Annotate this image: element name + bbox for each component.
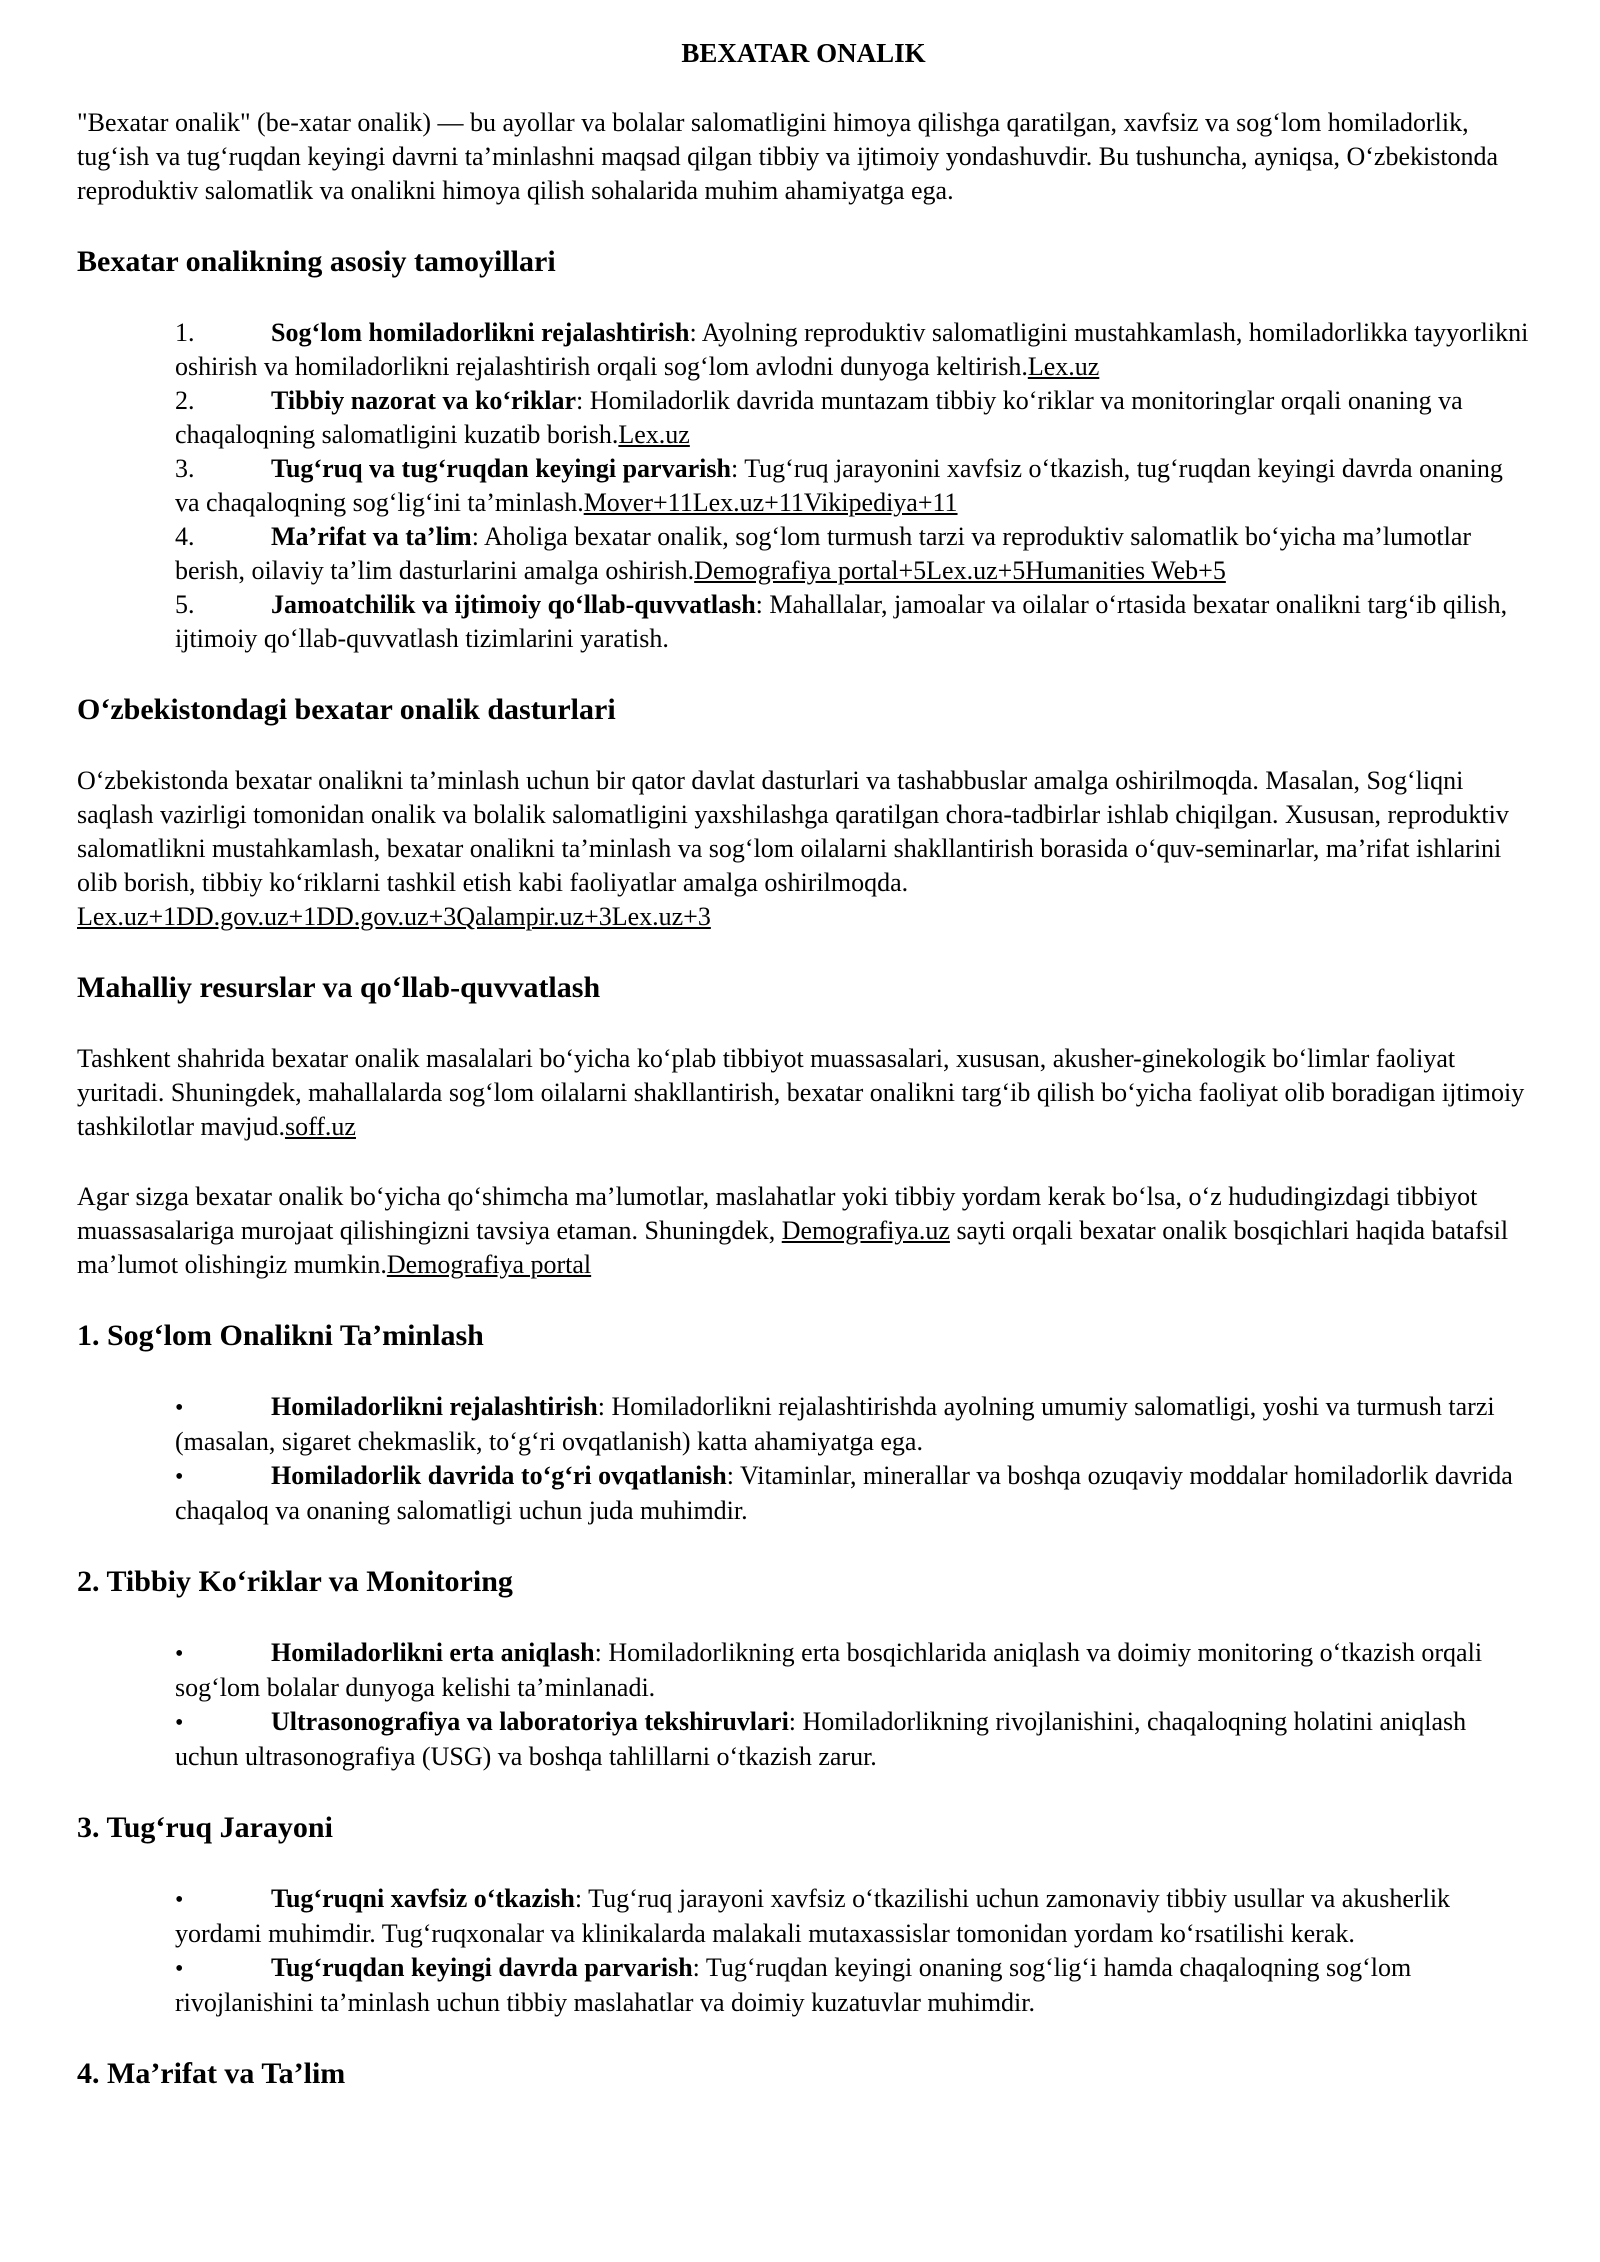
- list-item: [175, 384, 1530, 452]
- list-item: [175, 1705, 1530, 1774]
- item-text: : Ayolning reproduktiv salomatligini mustahkamlash, homiladorlikka tayyorlikni oshirish va homiladorlikni rejalashtirish orqali sog‘lom avlodni dunyoga keltirish.: [175, 318, 1529, 381]
- item-text: : Tug‘ruq jarayoni xavfsiz o‘tkazilishi uchun zamonaviy tibbiy usullar va akusherlik yordami muhimdir. Tug‘ruqxonalar va klinikalarda malakali mutaxassislar tomonidan yordam ko‘rsatilishi kerak.: [175, 1884, 1451, 1948]
- list-item: [175, 1459, 1530, 1528]
- advice-text-b: sayti orqali bexatar onalik bosqichlari haqida batafsil ma’lumot olishingiz mumkin.: [77, 1216, 1509, 1279]
- resources-heading: Mahalliy resurslar va qo‘llab-quvvatlash: [77, 971, 601, 1004]
- list-item: [175, 452, 1530, 520]
- section3-list: [175, 1882, 1530, 2020]
- programs-paragraph: [77, 764, 1530, 934]
- item-number: 5.: [175, 590, 195, 619]
- section2-list: [175, 1636, 1530, 1774]
- advice-paragraph: [77, 1180, 1530, 1282]
- item-term: Homiladorlikni erta aniqlash: [271, 1638, 595, 1667]
- programs-text: O‘zbekistonda bexatar onalikni ta’minlash uchun bir qator davlat dasturlari va tashabbuslar amalga oshirilmoqda. Masalan, Sog‘liqni saqlash vazirligi tomonidan onalik va bolalik salomatligini yaxshilashga qaratilgan chora-tadbirlar ishlab chiqilgan. Xususan, reproduktiv salomatlikni mustahkamlash, bexatar onalikni ta’minlash va sog‘lom oilalarni shakllantirish borasida o‘quv-seminarlar, ma’rifat ishlarini olib borish, tibbiy ko‘riklarni tashkil etish kabi faoliyatlar amalga oshirilmoqda.: [77, 766, 1509, 897]
- demografiya-portal-link[interactable]: Demografiya portal: [386, 1250, 592, 1279]
- bullet-icon: •: [175, 1710, 184, 1736]
- item-term: Tibbiy nazorat va ko‘riklar: [271, 386, 577, 415]
- section4-heading: 4. Ma’rifat va Ta’lim: [77, 2057, 346, 2090]
- source-link[interactable]: Lex.uz: [1027, 352, 1100, 381]
- list-item: [175, 1951, 1530, 2020]
- section1-heading: 1. Sog‘lom Onalikni Ta’minlash: [77, 1319, 484, 1352]
- resources-text: Tashkent shahrida bexatar onalik masalalari bo‘yicha ko‘plab tibbiyot muassasalari, xususan, akusher-ginekologik bo‘limlar faoliyat yuritadi. Shuningdek, mahallalarda sog‘lom oilalarni shakllantirish, bexatar onalikni targ‘ib qilish bo‘yicha faoliyat olib boradigan ijtimoiy tashkilotlar mavjud.: [77, 1044, 1525, 1141]
- resources-paragraph: [77, 1042, 1530, 1144]
- item-text: : Homiladorlikni rejalashtirishda ayolning umumiy salomatligi, yoshi va turmush tarzi (masalan, sigaret chekmaslik, to‘g‘ri ovqatlanish) katta ahamiyatga ega.: [175, 1392, 1495, 1456]
- list-item: [175, 520, 1530, 588]
- item-text: : Vitaminlar, minerallar va boshqa ozuqaviy moddalar homiladorlik davrida chaqaloq va onaning salomatligi uchun juda muhimdir.: [175, 1461, 1513, 1525]
- bullet-icon: •: [175, 1464, 184, 1490]
- demografiya-link[interactable]: Demografiya.uz: [781, 1216, 950, 1245]
- bullet-icon: •: [175, 1887, 184, 1913]
- item-text: : Homiladorlikning erta bosqichlarida aniqlash va doimiy monitoring o‘tkazish orqali sog‘lom bolalar dunyoga kelishi ta’minlanadi.: [175, 1638, 1483, 1702]
- item-text: : Tug‘ruqdan keyingi onaning sog‘lig‘i hamda chaqaloqning sog‘lom rivojlanishini ta’minlash uchun tibbiy maslahatlar va doimiy kuzatuvlar muhimdir.: [175, 1953, 1412, 2017]
- item-term: Jamoatchilik va ijtimoiy qo‘llab-quvvatlash: [271, 590, 756, 619]
- item-number: 3.: [175, 454, 195, 483]
- advice-text-a: Agar sizga bexatar onalik bo‘yicha qo‘shimcha ma’lumotlar, maslahatlar yoki tibbiy yordam kerak bo‘lsa, o‘z hududingizdagi tibbiyot muassasalariga murojaat qilishingizni tavsiya etaman. Shuningdek,: [77, 1182, 1478, 1245]
- bullet-icon: •: [175, 1956, 184, 1982]
- list-item: [175, 588, 1530, 656]
- source-link[interactable]: Mover+11Lex.uz+11Vikipediya+11: [583, 488, 958, 517]
- section2-heading: 2. Tibbiy Ko‘riklar va Monitoring: [77, 1565, 513, 1598]
- item-text: : Mahallalar, jamoalar va oilalar o‘rtasida bexatar onalikni targ‘ib qilish, ijtimoiy qo‘llab-quvvatlash tizimlarini yaratish.: [175, 590, 1508, 653]
- item-number: 1.: [175, 318, 195, 347]
- item-number: 2.: [175, 386, 195, 415]
- section1-list: [175, 1390, 1530, 1528]
- bullet-icon: •: [175, 1395, 184, 1421]
- intro-paragraph: "Bexatar onalik" (be-xatar onalik) — bu ayollar va bolalar salomatligini himoya qilishga qaratilgan, xavfsiz va sog‘lom homiladorlik, tug‘ish va tug‘ruqdan keyingi davrni ta’minlashni maqsad qilgan tibbiy va ijtimoiy yondashuvdir. Bu tushuncha, ayniqsa, O‘zbekistonda reproduktiv salomatlik va onalikni himoya qilish sohalarida muhim ahamiyatga ega.: [77, 108, 1499, 205]
- item-text: : Tug‘ruq jarayonini xavfsiz o‘tkazish, tug‘ruqdan keyingi davrda onaning va chaqaloqning sog‘lig‘ini ta’minlash.: [175, 454, 1503, 517]
- principles-list: [175, 316, 1530, 656]
- list-item: [175, 316, 1530, 384]
- item-term: Ma’rifat va ta’lim: [271, 522, 472, 551]
- item-text: : Homiladorlik davrida muntazam tibbiy ko‘riklar va monitoringlar orqali onaning va chaqaloqning salomatligini kuzatib borish.: [175, 386, 1463, 449]
- programs-heading: O‘zbekistondagi bexatar onalik dasturlari: [77, 693, 616, 726]
- item-term: Tug‘ruqni xavfsiz o‘tkazish: [271, 1884, 575, 1913]
- list-item: [175, 1636, 1530, 1705]
- resources-source-link[interactable]: soff.uz: [284, 1112, 356, 1141]
- list-item: [175, 1882, 1530, 1951]
- bullet-icon: •: [175, 1641, 184, 1667]
- section3-heading: 3. Tug‘ruq Jarayoni: [77, 1811, 333, 1844]
- item-term: Tug‘ruq va tug‘ruqdan keyingi parvarish: [271, 454, 731, 483]
- list-item: [175, 1390, 1530, 1459]
- item-term: Tug‘ruqdan keyingi davrda parvarish: [271, 1953, 693, 1982]
- document-title: BEXATAR ONALIK: [681, 38, 926, 68]
- principles-heading: Bexatar onalikning asosiy tamoyillari: [77, 245, 556, 278]
- item-number: 4.: [175, 522, 195, 551]
- programs-source-link[interactable]: Lex.uz+1DD.gov.uz+1DD.gov.uz+3Qalampir.uz+3Lex.uz+3: [77, 902, 711, 931]
- item-term: Sog‘lom homiladorlikni rejalashtirish: [271, 318, 690, 347]
- item-text: : Homiladorlikning rivojlanishini, chaqaloqning holatini aniqlash uchun ultrasonografiya (USG) va boshqa tahlillarni o‘tkazish zarur.: [175, 1707, 1467, 1771]
- source-link[interactable]: Lex.uz: [618, 420, 690, 449]
- source-link[interactable]: Demografiya portal+5Lex.uz+5Humanities Web+5: [694, 556, 1226, 585]
- item-text: : Aholiga bexatar onalik, sog‘lom turmush tarzi va reproduktiv salomatlik bo‘yicha ma’lumotlar berish, oilaviy ta’lim dasturlarini amalga oshirish.: [175, 522, 1472, 585]
- item-term: Homiladorlik davrida to‘g‘ri ovqatlanish: [271, 1461, 727, 1490]
- item-term: Homiladorlikni rejalashtirish: [271, 1392, 598, 1421]
- item-term: Ultrasonografiya va laboratoriya tekshiruvlari: [271, 1707, 789, 1736]
